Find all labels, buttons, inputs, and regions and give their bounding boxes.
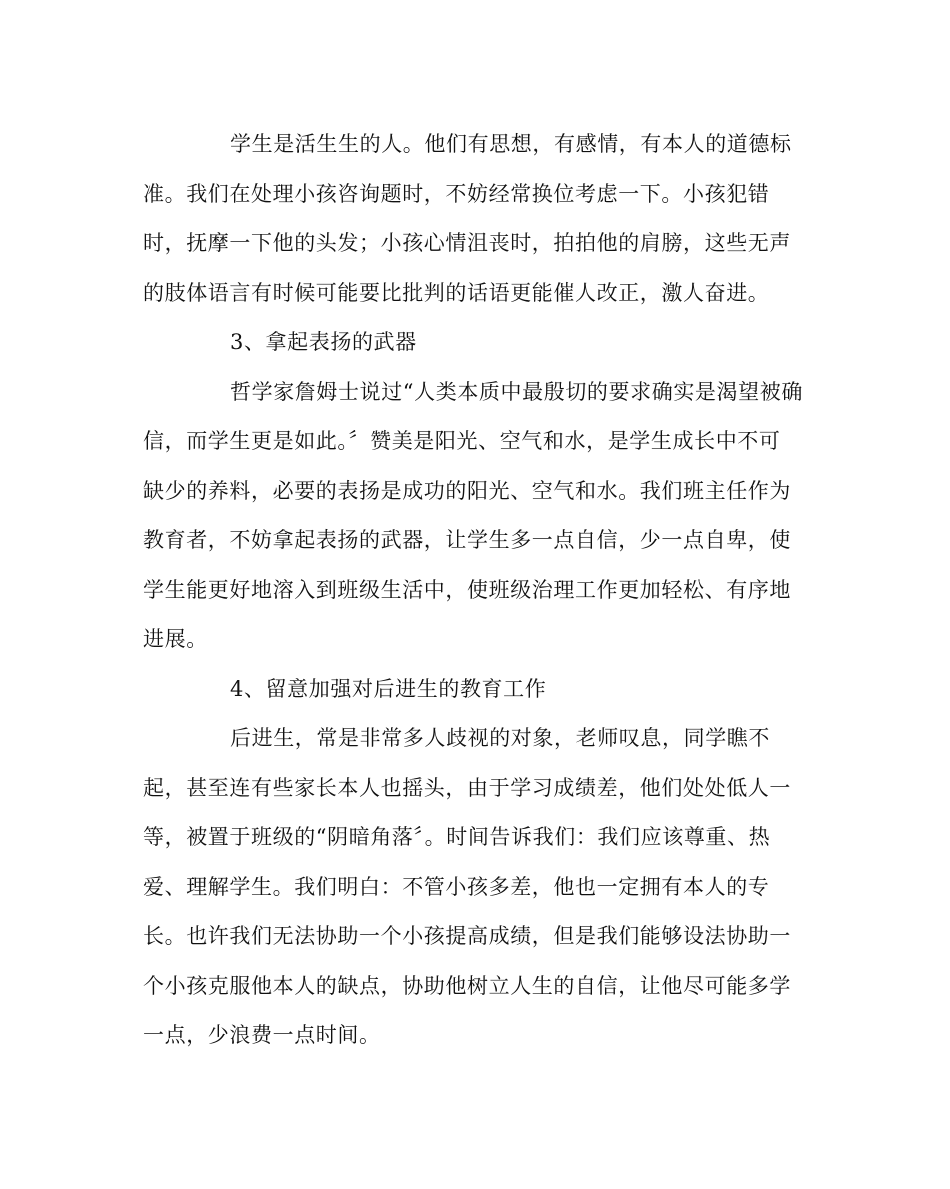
paragraph-line: 等，被置于班级的“阴暗角落〞。时间告诉我们：我们应该尊重、热 xyxy=(143,825,771,849)
paragraph-line: 的肢体语言有时候可能要比批判的话语更能催人改正，激人奋进。 xyxy=(143,281,770,305)
paragraph-line: 教育者，不妨拿起表扬的武器，让学生多一点自信，少一点自卑，使 xyxy=(143,528,791,552)
paragraph-line: 学生能更好地溶入到班级生活中，使班级治理工作更加轻松、有序地 xyxy=(143,578,791,602)
paragraph-line: 哲学家詹姆士说过“人类本质中最殷切的要求确实是渴望被确 xyxy=(230,380,803,404)
paragraph-line: 缺少的养料，必要的表扬是成功的阳光、空气和水。我们班主任作为 xyxy=(143,479,791,503)
paragraph-line: 一点，少浪费一点时间。 xyxy=(143,1023,381,1047)
section-heading: 3、拿起表扬的武器 xyxy=(230,330,417,354)
paragraph-line: 准。我们在处理小孩咨询题时，不妨经常换位考虑一下。小孩犯错 xyxy=(143,182,770,206)
paragraph-line: 起，甚至连有些家长本人也摇头，由于学习成绩差，他们处处低人一 xyxy=(143,776,791,800)
paragraph-line: 进展。 xyxy=(143,627,208,651)
paragraph-line: 爱、理解学生。我们明白：不管小孩多差，他也一定拥有本人的专 xyxy=(143,875,770,899)
paragraph-line: 后进生，常是非常多人歧视的对象，老师叹息，同学瞧不 xyxy=(230,726,770,750)
section-heading: 4、留意加强对后进生的教育工作 xyxy=(230,677,547,701)
paragraph-line: 个小孩克服他本人的缺点，协助他树立人生的自信，让他尽可能多学 xyxy=(143,974,791,998)
paragraph-line: 时，抚摩一下他的头发；小孩心情沮丧时，拍拍他的肩膀，这些无声 xyxy=(143,231,791,255)
paragraph-line: 学生是活生生的人。他们有思想，有感情，有本人的道德标 xyxy=(230,132,792,156)
paragraph-line: 长。也许我们无法协助一个小孩提高成绩，但是我们能够设法协助一 xyxy=(143,924,791,948)
paragraph-line: 信，而学生更是如此。〞赞美是阳光、空气和水，是学生成长中不可 xyxy=(143,429,781,453)
